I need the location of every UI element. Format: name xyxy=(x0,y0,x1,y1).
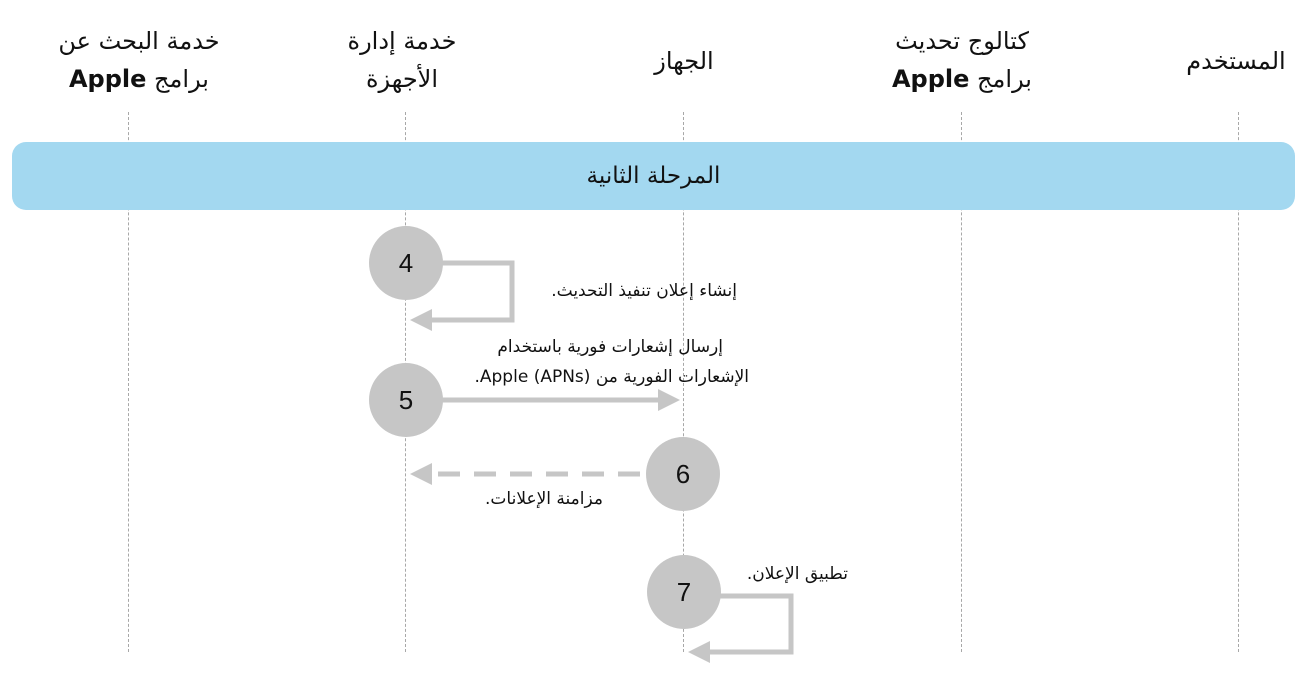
step-number: 5 xyxy=(398,384,414,415)
lane-title-line: الجهاز xyxy=(654,47,714,75)
lane-title-apple: Apple xyxy=(891,65,970,93)
step-4-circle xyxy=(369,226,443,300)
step-5-label-line1: إرسال إشعارات فورية باستخدام xyxy=(497,337,723,357)
step-number: 7 xyxy=(676,576,692,607)
lane-title-line: خدمة البحث عن xyxy=(58,27,220,55)
lane-title-line: كتالوج تحديث xyxy=(895,27,1029,55)
step-number: 4 xyxy=(398,247,414,278)
step-number: 6 xyxy=(675,458,691,489)
arrowhead-step-7 xyxy=(688,641,710,663)
step-4-label: إنشاء إعلان تنفيذ التحديث. xyxy=(551,281,737,301)
arrow-step-7 xyxy=(708,596,791,652)
arrow-step-4 xyxy=(430,263,512,320)
arrowhead-step-4 xyxy=(410,309,432,331)
lane-title-arabic: برامج xyxy=(146,65,209,93)
lane-title-apple: Apple xyxy=(68,65,147,93)
step-6-label: مزامنة الإعلانات. xyxy=(485,489,603,509)
step-7-label: تطبيق الإعلان. xyxy=(746,564,848,584)
lane-title-line: الأجهزة xyxy=(365,65,439,93)
step-5-label-line2: الإشعارات الفورية من Apple (APNs). xyxy=(474,367,749,387)
step-7-circle xyxy=(647,555,721,629)
lane-title-arabic: برامج xyxy=(969,65,1032,93)
lane-title-line: خدمة إدارة xyxy=(347,27,457,55)
arrowhead-step-6 xyxy=(410,463,432,485)
lane-title-line: المستخدم xyxy=(1186,47,1286,75)
arrowhead-step-5 xyxy=(658,389,680,411)
phase-title: المرحلة الثانية xyxy=(586,163,721,189)
step-6-circle xyxy=(646,437,720,511)
step-5-circle xyxy=(369,363,443,437)
